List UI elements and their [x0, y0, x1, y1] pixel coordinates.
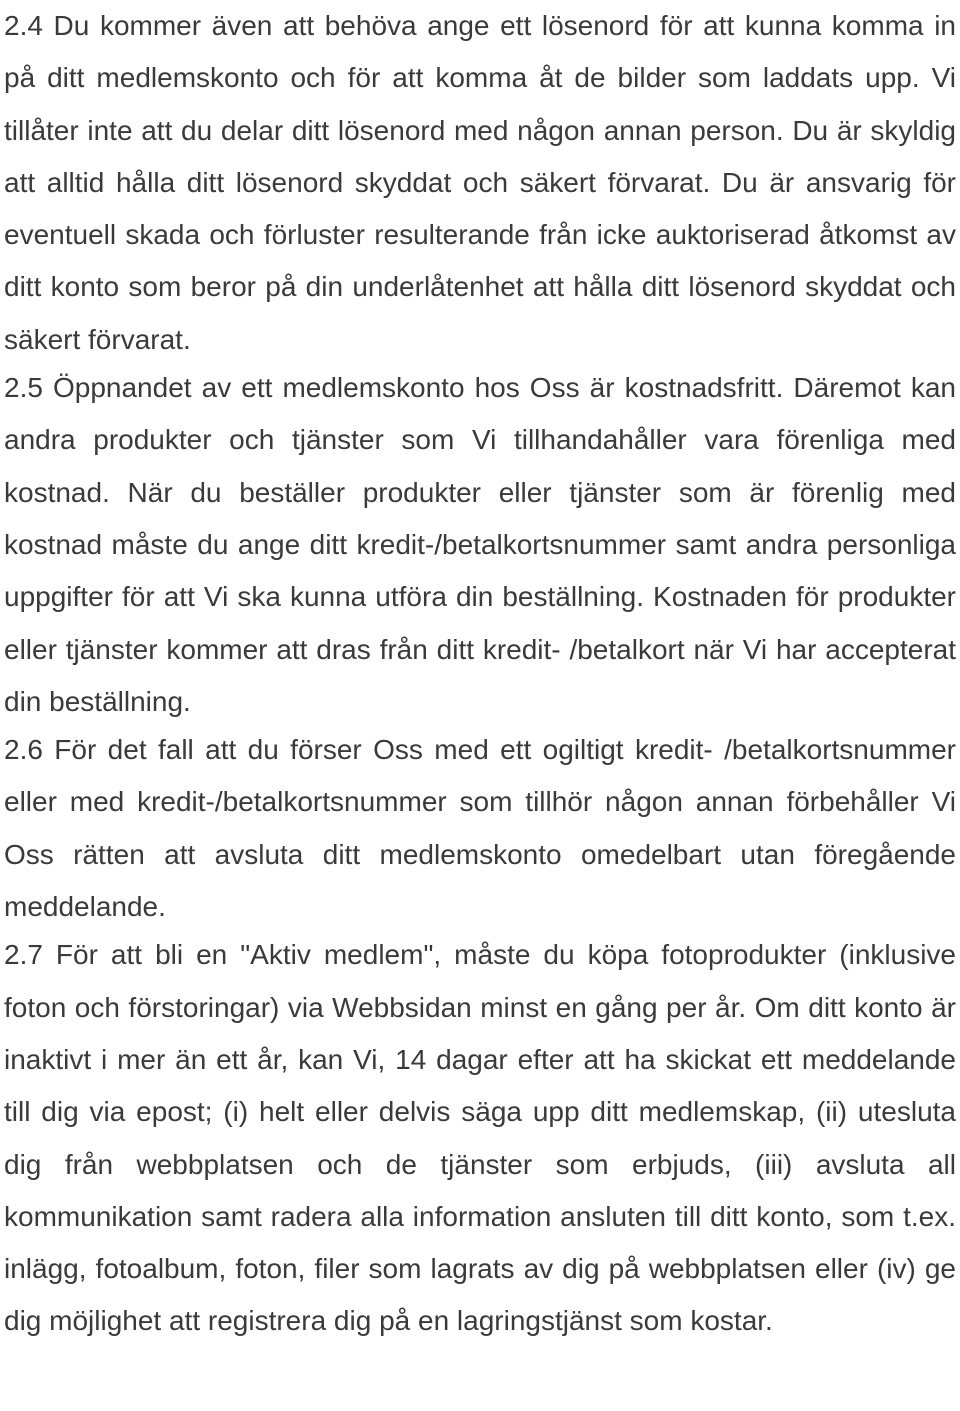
paragraph-2-6: 2.6 För det fall att du förser Oss med ett ogiltigt kredit- /betalkortsnummer eller med kredit-/betalkortsnummer som tillhör någon annan förbehåller Vi Oss rätten att avsluta ditt medlemskonto omedelbart utan föregående meddelande. — [4, 734, 956, 923]
paragraph-2-7: 2.7 För att bli en "Aktiv medlem", måste du köpa fotoprodukter (inklusive foton och förstoringar) via Webbsidan minst en gång per år. Om ditt konto är inaktivt i mer än ett år, kan Vi, 14 dagar efter att ha skickat ett meddelande till dig via epost; (i) helt eller delvis säga upp ditt medlemskap, (ii) utesluta dig från webbplatsen och de tjänster som erbjuds, (iii) avsluta all kommunikation samt radera alla information ansluten till ditt konto, som t.ex. inlägg, fotoalbum, foton, filer som lagrats av dig på webbplatsen eller (iv) ge dig möjlighet att registrera dig på en lagringstjänst som kostar. — [4, 939, 956, 1337]
paragraph-2-4: 2.4 Du kommer även att behöva ange ett lösenord för att kunna komma in på ditt medlemskonto och för att komma åt de bilder som laddats upp. Vi tillåter inte att du delar ditt lösenord med någon annan person. Du är skyldig att alltid hålla ditt lösenord skyddat och säkert förvarat. Du är ansvarig för eventuell skada och förluster resulterande från icke auktoriserad åtkomst av ditt konto som beror på din underlåtenhet att hålla ditt lösenord skyddat och säkert förvarat. — [4, 10, 956, 355]
paragraph-2-5: 2.5 Öppnandet av ett medlemskonto hos Oss är kostnadsfritt. Däremot kan andra produkter och tjänster som Vi tillhandahåller vara förenliga med kostnad. När du beställer produkter eller tjänster som är förenlig med kostnad måste du ange ditt kredit-/betalkortsnummer samt andra personliga uppgifter för att Vi ska kunna utföra din beställning. Kostnaden för produkter eller tjänster kommer att dras från ditt kredit- /betalkort när Vi har accepterat din beställning. — [4, 372, 956, 717]
document-page — [4, 0, 956, 1348]
